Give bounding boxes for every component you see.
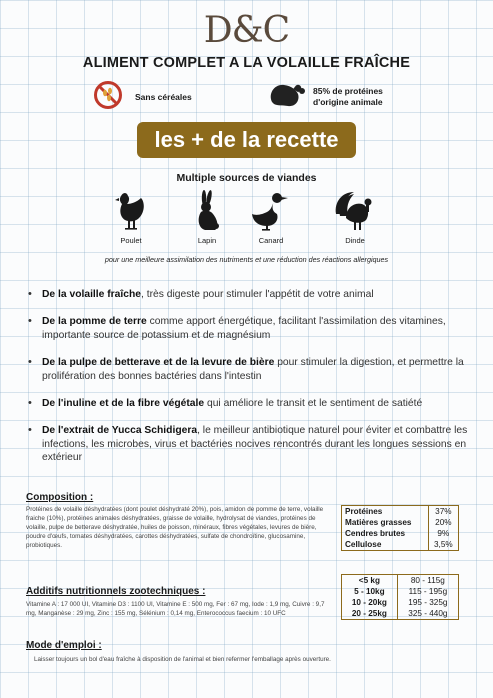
ration-row: [342, 608, 459, 620]
benefit-item: [28, 288, 468, 301]
daily-amount: 195 - 325g: [397, 597, 458, 608]
bullet-icon: •: [28, 356, 32, 369]
nutrition-row: [342, 528, 459, 539]
nutrient-value: 3,5%: [428, 539, 458, 551]
bullet-icon: •: [28, 315, 32, 328]
chicken-icon: [111, 190, 151, 232]
daily-amount: 115 - 195g: [397, 586, 458, 597]
benefit-text: pour stimuler la digestion, et permettre la prolifération des bonnes bactéries dans l'intestin: [42, 357, 464, 382]
benefit-item: [28, 315, 468, 342]
nutrition-row: [342, 506, 459, 518]
no-cereal-icon: [93, 80, 123, 115]
recipe-banner: les + de la recette: [137, 122, 356, 158]
animal-label: Canard: [258, 236, 284, 245]
benefit-item: [28, 424, 468, 464]
weight-range: 20 - 25kg: [351, 609, 387, 618]
daily-amount: 80 - 115g: [397, 575, 458, 587]
product-title: ALIMENT COMPLET A LA VOLAILLE FRAÎCHE: [82, 55, 411, 71]
bullet-icon: •: [28, 397, 32, 410]
animal-turkey: [325, 190, 385, 245]
animal-duck: [241, 190, 301, 245]
nutrient-value: 9%: [428, 528, 458, 539]
nutrition-table: [341, 505, 459, 551]
duck-icon: [249, 190, 293, 232]
benefit-text: , le meilleur antibiotique naturel pour éviter et combattre les infections, les microbes, virus et bactéries nocives rencontrés durant les longues sessions en extérieur: [42, 425, 468, 464]
animal-chicken: [101, 190, 161, 245]
nutrient-value: 20%: [428, 517, 458, 528]
animal-label: Lapin: [197, 236, 217, 245]
nutrient-value: 37%: [428, 506, 458, 518]
bullet-icon: •: [28, 424, 32, 437]
benefit-text: comme apport énergétique, facilitant l'assimilation des vitamines, importante source de potassium et de magnésium: [42, 316, 446, 341]
assimilation-note: pour une meilleure assimilation des nutriments et une réduction des réactions allergiques: [104, 255, 389, 264]
benefit-bold: De la pomme de terre: [42, 316, 147, 328]
turkey-icon: [332, 190, 378, 232]
usage-text: Laisser toujours un bol d'eau fraîche à disposition de l'animal et bien refermer l'emballage après ouverture.: [34, 656, 331, 663]
bullet-icon: •: [28, 288, 32, 300]
benefit-bold: De la pulpe de betterave et de la levure de bière: [42, 357, 275, 369]
protein-line-2: d'origine animale: [313, 97, 383, 107]
weight-range: 5 - 10kg: [354, 587, 385, 596]
nutrient-name: Cendres brutes: [345, 529, 406, 538]
composition-text: Protéines de volaille déshydratées (dont poulet déshydraté 20%), pois, amidon de pomme de terre, volaille fraiche (10%), protéines animales déshydratées, graisse de volaille, hydrolysat de viandes, protéines de volaille, pulpe de betterave déshydratée, huiles de poisson, minéraux, fibres végétales, levures de bière, poudre d'œufs, tomates déshydratées, carottes déshydratées, sulfate de chondroïtine, glucosamine, probiotiques.: [26, 506, 324, 549]
animal-label: Dinde: [345, 236, 365, 245]
ration-table: [341, 574, 459, 620]
benefit-bold: De l'inuline et de la fibre végétale: [42, 398, 205, 410]
weight-range: 10 - 20kg: [351, 598, 387, 607]
benefit-bold: De l'extrait de Yucca Schidigera: [42, 425, 198, 437]
additives-title: Additifs nutritionnels zootechniques :: [26, 586, 206, 597]
nutrition-row: [342, 539, 459, 551]
no-cereal-label: Sans céréales: [135, 92, 192, 102]
ration-row: [342, 586, 459, 597]
composition-title: Composition :: [26, 492, 94, 503]
ration-row: [342, 575, 459, 587]
usage-title: Mode d'emploi :: [26, 640, 102, 651]
protein-badge: [313, 86, 383, 108]
weight-range: <5 kg: [358, 576, 380, 585]
benefit-bold: De la volaille fraîche: [42, 289, 142, 300]
protein-line-1: 85% de protéines: [313, 86, 383, 96]
brand-logo: D&C: [203, 10, 290, 51]
nutrient-name: Protéines: [345, 507, 383, 516]
benefits-list: [28, 288, 468, 479]
benefit-item: [28, 397, 468, 410]
benefit-item: [28, 356, 468, 383]
additives-text: Vitamine A : 17 000 UI, Vitamine D3 : 1100 UI, Vitamine E : 500 mg, Fer : 67 mg, Iode : 1,9 mg, Cuivre : 9,7 mg, Manganèse : 29 mg, Zinc : 155 mg, Sélénium : 0,14 mg, Enterococcus faecium : 10 UFC: [26, 601, 325, 617]
benefit-text: , très digeste pour stimuler l'appétit de votre animal: [141, 289, 374, 300]
ration-row: [342, 597, 459, 608]
nutrient-name: Cellulose: [345, 540, 382, 549]
nutrient-name: Matières grasses: [345, 518, 412, 527]
animal-label: Poulet: [120, 236, 142, 245]
sources-title: Multiple sources de viandes: [176, 172, 317, 184]
meat-icon: [266, 80, 306, 115]
nutrition-row: [342, 517, 459, 528]
animal-rabbit: [177, 190, 237, 245]
benefit-text: qui améliore le transit et le sentiment de satiété: [204, 398, 423, 410]
rabbit-icon: [187, 190, 227, 232]
daily-amount: 325 - 440g: [397, 608, 458, 620]
